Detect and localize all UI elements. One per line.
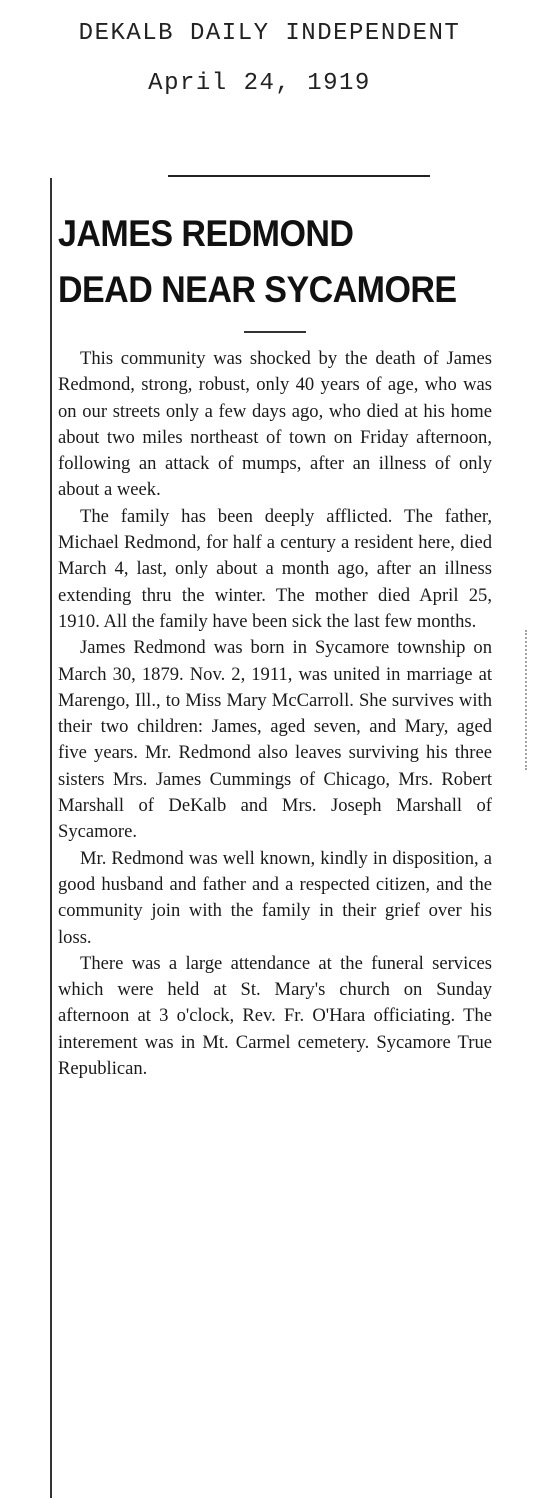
article-body xyxy=(58,346,492,1082)
headline-line-1: JAMES REDMOND xyxy=(58,213,354,254)
article-paragraph: James Redmond was born in Sycamore township on March 30, 1879. Nov. 2, 1911, was united in marriage at Marengo, Ill., to Miss Mary McCarroll. She survives with their two children: James, aged seven, and Mary, aged five years. Mr. Redmond also leaves surviving his three sisters Mrs. James Cummings of Chicago, Mrs. Robert Marshall of DeKalb and Mrs. Joseph Marshall of Sycamore. xyxy=(58,637,492,843)
headline-divider xyxy=(244,331,306,333)
scan-edge-artifact xyxy=(525,630,537,770)
article-paragraph: Mr. Redmond was well known, kindly in disposition, a good husband and father and a respected citizen, and the community join with the family in their grief over his loss. xyxy=(58,847,492,948)
publication-date: April 24, 1919 xyxy=(148,70,371,97)
newspaper-name: DEKALB DAILY INDEPENDENT xyxy=(78,20,461,47)
article-paragraph: The family has been deeply afflicted. The father, Michael Redmond, for half a century a resident here, died March 4, last, only about a month ago, after an illness extending thru the winter. The mother died April 25, 1910. All the family have been sick the last few months. xyxy=(58,505,492,632)
article-paragraph: This community was shocked by the death of James Redmond, strong, robust, only 40 years of age, who was on our streets only a few days ago, who died at his home about two miles northeast of town on Friday afternoon, following an attack of mumps, after an illness of only about a week. xyxy=(58,348,492,501)
article-paragraph: There was a large attendance at the funeral services which were held at St. Mary's church on Sunday afternoon at 3 o'clock, Rev. Fr. O'Hara officiating. The interement was in Mt. Carmel cemetery. Sycamore True Republican. xyxy=(58,952,492,1080)
newspaper-clipping xyxy=(52,178,502,1498)
headline-line-2: DEAD NEAR SYCAMORE xyxy=(58,269,457,310)
column-top-rule xyxy=(168,175,430,177)
